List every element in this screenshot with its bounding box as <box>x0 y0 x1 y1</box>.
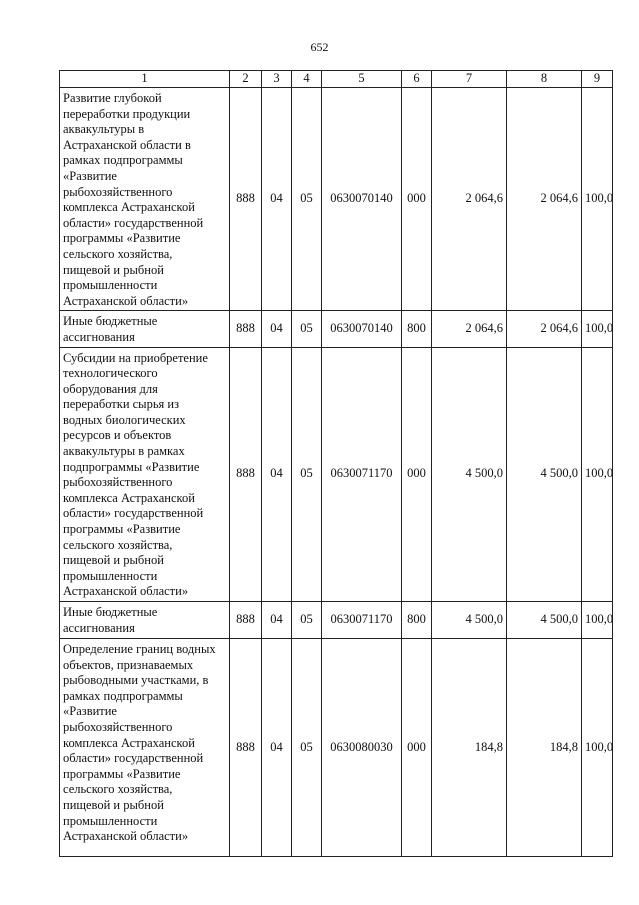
cell-col-2: 888 <box>230 347 262 602</box>
cell-col-3: 04 <box>262 311 292 347</box>
cell-col-3: 04 <box>262 88 292 311</box>
cell-col-7: 2 064,6 <box>432 88 507 311</box>
cell-col-7: 4 500,0 <box>432 602 507 639</box>
budget-table <box>59 70 613 857</box>
cell-col-6: 800 <box>402 311 432 347</box>
row-name-cell <box>60 347 230 602</box>
cell-col-6: 800 <box>402 602 432 639</box>
cell-col-8: 2 064,6 <box>507 88 582 311</box>
cell-col-5: 0630070140 <box>322 88 402 311</box>
cell-col-6: 000 <box>402 88 432 311</box>
cell-col-4: 05 <box>292 88 322 311</box>
row-name: Субсидии на приобретение технологического оборудования для переработки сырья из водных биологических ресурсов и объектов аквакультуры в рамках подпрограммы «Развитие рыбохозяйственного комплекса Астраханской области» государственной программы «Развитие сельского хозяйства, пищевой и рыбной промышленности Астраханской области» <box>63 350 208 599</box>
cell-col-6: 000 <box>402 347 432 602</box>
table-row <box>60 88 613 311</box>
cell-col-8: 4 500,0 <box>507 602 582 639</box>
header-col-9: 9 <box>582 71 613 88</box>
cell-col-9: 100,0 <box>582 311 613 347</box>
cell-col-2: 888 <box>230 88 262 311</box>
cell-col-2: 888 <box>230 311 262 347</box>
header-col-6: 6 <box>402 71 432 88</box>
header-col-2: 2 <box>230 71 262 88</box>
cell-col-9: 100,0 <box>582 88 613 311</box>
cell-col-4: 05 <box>292 602 322 639</box>
cell-col-8: 184,8 <box>507 639 582 857</box>
cell-col-7: 4 500,0 <box>432 347 507 602</box>
row-name-cell <box>60 602 230 639</box>
row-name-cell <box>60 88 230 311</box>
cell-col-9: 100,0 <box>582 639 613 857</box>
row-name: Развитие глубокой переработки продукции аквакультуры в Астраханской области в рамках подпрограммы «Развитие рыбохозяйственного комплекса Астраханской области» государственной программы «Развитие сельского хозяйства, пищевой и рыбной промышленности Астраханской области» <box>63 91 204 308</box>
cell-col-5: 0630071170 <box>322 347 402 602</box>
row-name-cell <box>60 311 230 347</box>
cell-col-7: 2 064,6 <box>432 311 507 347</box>
cell-col-2: 888 <box>230 639 262 857</box>
header-col-5: 5 <box>322 71 402 88</box>
row-name: Иные бюджетные ассигнования <box>63 314 158 344</box>
row-name-cell <box>60 639 230 857</box>
header-col-7: 7 <box>432 71 507 88</box>
table-row <box>60 347 613 602</box>
cell-col-2: 888 <box>230 602 262 639</box>
cell-col-6: 000 <box>402 639 432 857</box>
table-row <box>60 602 613 639</box>
row-name: Иные бюджетные ассигнования <box>63 605 158 635</box>
header-col-1: 1 <box>60 71 230 88</box>
cell-col-4: 05 <box>292 639 322 857</box>
cell-col-4: 05 <box>292 347 322 602</box>
header-col-8: 8 <box>507 71 582 88</box>
header-col-3: 3 <box>262 71 292 88</box>
cell-col-5: 0630070140 <box>322 311 402 347</box>
cell-col-8: 4 500,0 <box>507 347 582 602</box>
header-col-4: 4 <box>292 71 322 88</box>
cell-col-9: 100,0 <box>582 602 613 639</box>
header-row <box>60 71 613 88</box>
cell-col-3: 04 <box>262 602 292 639</box>
cell-col-9: 100,0 <box>582 347 613 602</box>
table-row <box>60 311 613 347</box>
page-number: 652 <box>310 40 329 54</box>
cell-col-7: 184,8 <box>432 639 507 857</box>
cell-col-3: 04 <box>262 347 292 602</box>
table-row <box>60 639 613 857</box>
row-name: Определение границ водных объектов, признаваемых рыбоводными участками, в рамках подпрограммы «Развитие рыбохозяйственного комплекса Астраханской области» государственной программы «Развитие сельского хозяйства, пищевой и рыбной промышленности Астраханской области» <box>63 642 216 844</box>
cell-col-8: 2 064,6 <box>507 311 582 347</box>
cell-col-5: 0630071170 <box>322 602 402 639</box>
cell-col-4: 05 <box>292 311 322 347</box>
cell-col-5: 0630080030 <box>322 639 402 857</box>
cell-col-3: 04 <box>262 639 292 857</box>
